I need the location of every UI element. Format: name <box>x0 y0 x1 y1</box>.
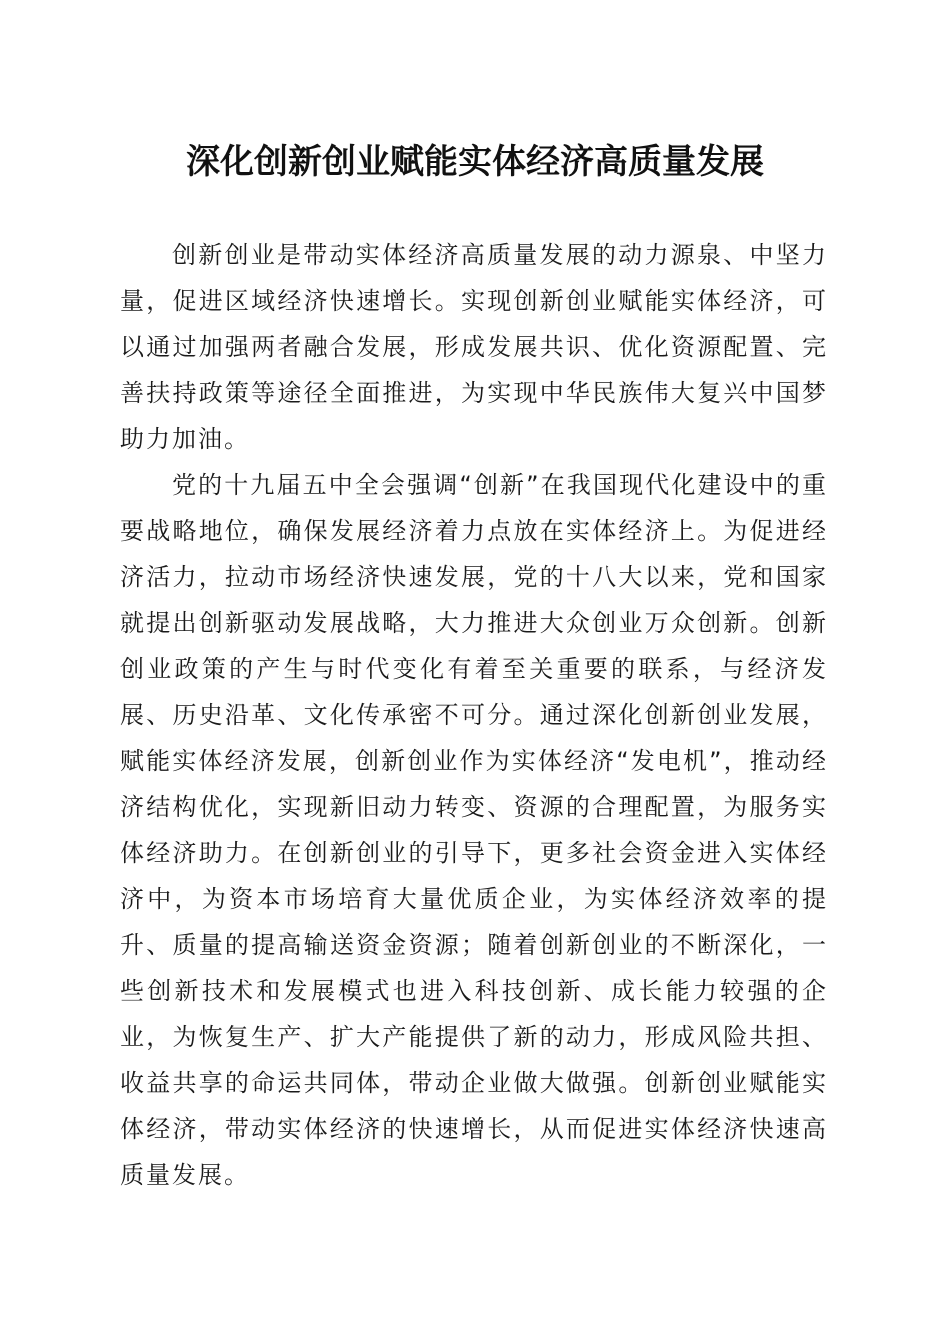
document-body <box>120 232 828 1198</box>
paragraph-1: 创新创业是带动实体经济高质量发展的动力源泉、中坚力量，促进区域经济快速增长。实现创新创业赋能实体经济，可以通过加强两者融合发展，形成发展共识、优化资源配置、完善扶持政策等途径全面推进，为实现中华民族伟大复兴中国梦助力加油。 <box>120 241 828 453</box>
paragraph-2: 党的十九届五中全会强调“创新”在我国现代化建设中的重要战略地位，确保发展经济着力点放在实体经济上。为促进经济活力，拉动市场经济快速发展，党的十八大以来，党和国家就提出创新驱动发展战略，大力推进大众创业万众创新。创新创业政策的产生与时代变化有着至关重要的联系，与经济发展、历史沿革、文化传承密不可分。通过深化创新创业发展，赋能实体经济发展，创新创业作为实体经济“发电机”，推动经济结构优化，实现新旧动力转变、资源的合理配置，为服务实体经济助力。在创新创业的引导下，更多社会资金进入实体经济中，为资本市场培育大量优质企业，为实体经济效率的提升、质量的提高输送资金资源；随着创新创业的不断深化，一些创新技术和发展模式也进入科技创新、成长能力较强的企业，为恢复生产、扩大产能提供了新的动力，形成风险共担、收益共享的命运共同体，带动企业做大做强。创新创业赋能实体经济，带动实体经济的快速增长，从而促进实体经济快速高质量发展。 <box>120 471 828 1189</box>
document-title: 深化创新创业赋能实体经济高质量发展 <box>186 142 764 182</box>
